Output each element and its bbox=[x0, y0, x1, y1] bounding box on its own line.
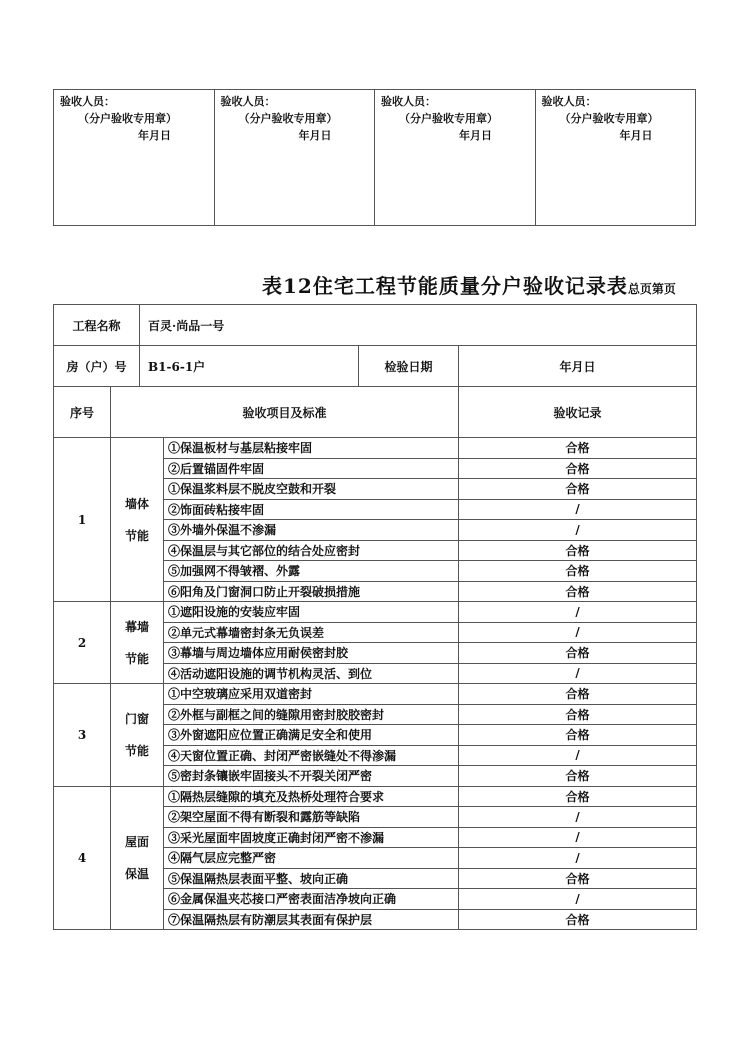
group-category bbox=[111, 786, 164, 930]
group-category bbox=[111, 684, 164, 787]
acceptance-item: ⑥金属保温夹芯接口严密表面洁净坡向正确 bbox=[164, 889, 459, 910]
inspector-label: 验收人员： bbox=[541, 95, 597, 108]
acceptance-record: 合格 bbox=[459, 766, 697, 787]
acceptance-record: 合格 bbox=[459, 561, 697, 582]
acceptance-record: 合格 bbox=[459, 458, 697, 479]
category-line2: 节能 bbox=[125, 528, 150, 543]
acceptance-record: 合格 bbox=[459, 684, 697, 705]
group-seq: 4 bbox=[54, 786, 111, 930]
acceptance-record: / bbox=[459, 889, 697, 910]
acceptance-item: ①保温浆料层不脱皮空鼓和开裂 bbox=[164, 479, 459, 500]
page-count-label: 总页第页 bbox=[627, 282, 676, 296]
acceptance-record: 合格 bbox=[459, 868, 697, 889]
group-category bbox=[111, 602, 164, 684]
acceptance-item: ②单元式幕墙密封条无负误差 bbox=[164, 622, 459, 643]
acceptance-record: 合格 bbox=[459, 581, 697, 602]
items-header: 验收项目及标准 bbox=[111, 387, 459, 438]
inspector-label: 验收人员： bbox=[60, 95, 115, 108]
acceptance-item: ②外框与副框之间的缝隙用密封胶胶密封 bbox=[164, 704, 459, 725]
signature-box bbox=[535, 90, 696, 226]
acceptance-item: ④隔气层应完整严密 bbox=[164, 848, 459, 869]
inspector-label: 验收人员： bbox=[381, 95, 436, 108]
acceptance-item: ①中空玻璃应采用双道密封 bbox=[164, 684, 459, 705]
acceptance-record: / bbox=[459, 499, 697, 520]
acceptance-record: / bbox=[459, 622, 697, 643]
group-seq: 1 bbox=[54, 438, 111, 602]
category-line2: 节能 bbox=[125, 743, 150, 758]
acceptance-item: ⑥阳角及门窗洞口防止开裂破损措施 bbox=[164, 581, 459, 602]
acceptance-record: 合格 bbox=[459, 540, 697, 561]
acceptance-record: 合格 bbox=[459, 786, 697, 807]
acceptance-item: ⑦保温隔热层有防潮层其表面有保护层 bbox=[164, 909, 459, 930]
date-label: 年月日 bbox=[138, 129, 171, 142]
category-line1: 门窗 bbox=[125, 711, 150, 726]
stamp-label: （分户验收专用章） bbox=[78, 112, 177, 125]
acceptance-item: ④保温层与其它部位的结合处应密封 bbox=[164, 540, 459, 561]
seq-header: 序号 bbox=[54, 387, 111, 438]
acceptance-item: ③外墙外保温不渗漏 bbox=[164, 520, 459, 541]
acceptance-record: 合格 bbox=[459, 909, 697, 930]
acceptance-item: ④活动遮阳设施的调节机构灵活、到位 bbox=[164, 663, 459, 684]
inspection-date-label: 检验日期 bbox=[359, 346, 459, 387]
acceptance-item: ②架空屋面不得有断裂和露筋等缺陷 bbox=[164, 807, 459, 828]
acceptance-record: 合格 bbox=[459, 479, 697, 500]
project-name-label: 工程名称 bbox=[54, 305, 140, 346]
table-row bbox=[54, 438, 697, 459]
acceptance-item: ②饰面砖粘接牢固 bbox=[164, 499, 459, 520]
table-row bbox=[54, 786, 697, 807]
acceptance-item: ⑤密封条镶嵌牢固接头不开裂关闭严密 bbox=[164, 766, 459, 787]
group-category bbox=[111, 438, 164, 602]
acceptance-item: ③采光屋面牢固坡度正确封闭严密不渗漏 bbox=[164, 827, 459, 848]
acceptance-item: ①隔热层缝隙的填充及热桥处理符合要求 bbox=[164, 786, 459, 807]
date-label: 年月日 bbox=[298, 129, 332, 142]
inspector-label: 验收人员： bbox=[220, 95, 276, 108]
signature-box bbox=[375, 90, 536, 226]
acceptance-item: ②后置锚固件牢固 bbox=[164, 458, 459, 479]
inspection-date-value: 年月日 bbox=[459, 346, 697, 387]
acceptance-item: ⑤保温隔热层表面平整、坡向正确 bbox=[164, 868, 459, 889]
form-title-main: 表12住宅工程节能质量分户验收记录表 bbox=[262, 274, 628, 298]
acceptance-record: 合格 bbox=[459, 643, 697, 664]
acceptance-item: ③幕墙与周边墙体应用耐侯密封胶 bbox=[164, 643, 459, 664]
acceptance-record: / bbox=[459, 602, 697, 623]
project-name-value: 百灵·尚品一号 bbox=[140, 305, 697, 346]
acceptance-item: ④天窗位置正确、封闭严密嵌缝处不得渗漏 bbox=[164, 745, 459, 766]
acceptance-record: / bbox=[459, 520, 697, 541]
acceptance-item: ①遮阳设施的安装应牢固 bbox=[164, 602, 459, 623]
acceptance-record: / bbox=[459, 745, 697, 766]
acceptance-record: / bbox=[459, 663, 697, 684]
stamp-label: （分户验收专用章） bbox=[238, 112, 338, 125]
stamp-label: （分户验收专用章） bbox=[399, 112, 498, 125]
acceptance-record: 合格 bbox=[459, 725, 697, 746]
group-seq: 2 bbox=[54, 602, 111, 684]
acceptance-item: ①保温板材与基层粘接牢固 bbox=[164, 438, 459, 459]
date-label: 年月日 bbox=[459, 129, 492, 142]
table-row bbox=[54, 602, 697, 623]
category-line1: 墙体 bbox=[125, 496, 150, 511]
acceptance-item: ③外窗遮阳应位置正确满足安全和使用 bbox=[164, 725, 459, 746]
category-line1: 屋面 bbox=[125, 834, 150, 849]
unit-value: B1-6-1户 bbox=[140, 346, 359, 387]
form-title bbox=[262, 270, 676, 299]
signature-box bbox=[214, 90, 375, 226]
acceptance-record: / bbox=[459, 848, 697, 869]
unit-label: 房（户）号 bbox=[54, 346, 140, 387]
stamp-label: （分户验收专用章） bbox=[559, 112, 659, 125]
category-line1: 幕墙 bbox=[125, 619, 150, 634]
record-header: 验收记录 bbox=[459, 387, 697, 438]
signature-box bbox=[54, 90, 215, 226]
group-seq: 3 bbox=[54, 684, 111, 787]
date-label: 年月日 bbox=[619, 129, 653, 142]
table-row bbox=[54, 684, 697, 705]
acceptance-record: / bbox=[459, 827, 697, 848]
category-line2: 保温 bbox=[125, 866, 150, 881]
signature-table bbox=[53, 89, 696, 226]
acceptance-item: ⑤加强网不得皱褶、外露 bbox=[164, 561, 459, 582]
category-line2: 节能 bbox=[125, 651, 150, 666]
acceptance-record-table bbox=[53, 304, 697, 930]
acceptance-record: / bbox=[459, 807, 697, 828]
acceptance-record: 合格 bbox=[459, 704, 697, 725]
acceptance-record: 合格 bbox=[459, 438, 697, 459]
